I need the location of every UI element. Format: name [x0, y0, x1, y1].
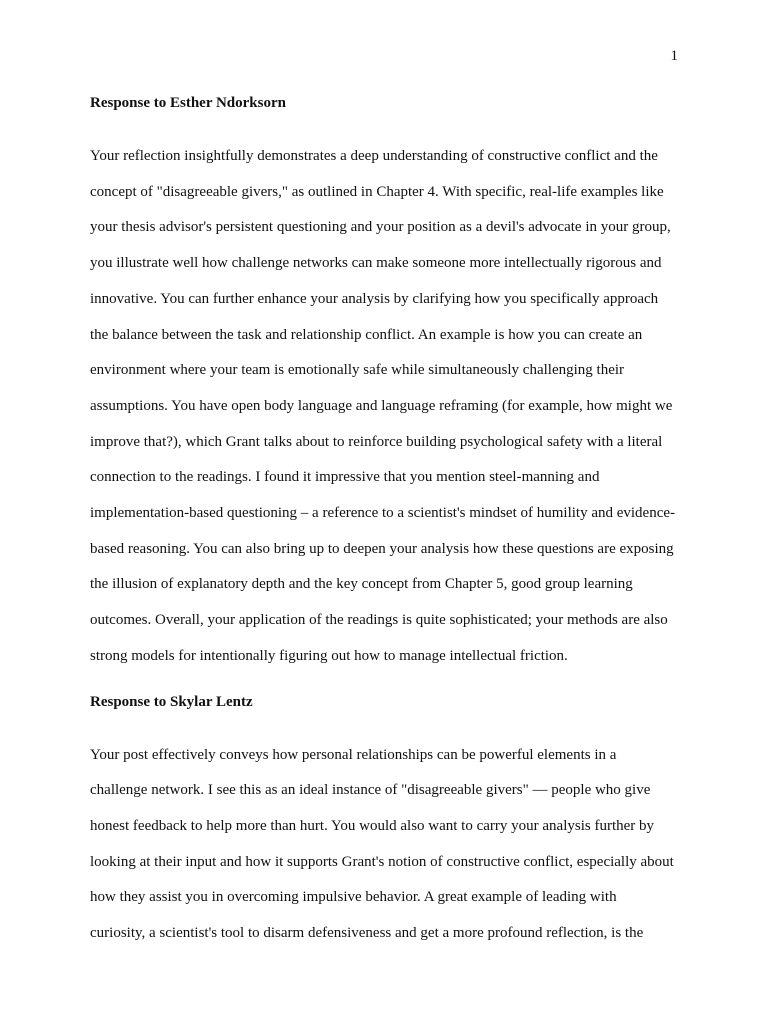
section-heading-skylar: Response to Skylar Lentz: [90, 693, 253, 710]
text-line: improve that?), which Grant talks about to reinforce building psychological safety with a literal: [90, 433, 663, 450]
text-line: the illusion of explanatory depth and the key concept from Chapter 5, good group learning: [90, 576, 633, 593]
text-line: the balance between the task and relationship conflict. An example is how you can create an: [90, 326, 643, 343]
document-body: [90, 93, 686, 969]
text-line: you illustrate well how challenge networks can make someone more intellectually rigorous and: [90, 255, 662, 272]
text-line: honest feedback to help more than hurt. You would also want to carry your analysis further by: [90, 817, 655, 834]
text-line: assumptions. You have open body language and language reframing (for example, how might we: [90, 397, 673, 414]
text-line: looking at their input and how it supports Grant's notion of constructive conflict, especially about: [90, 853, 674, 870]
text-line: your thesis advisor's persistent questioning and your position as a devil's advocate in your group,: [90, 219, 671, 236]
text-line: based reasoning. You can also bring up to deepen your analysis how these questions are exposing: [90, 540, 674, 557]
text-line: Your reflection insightfully demonstrates a deep understanding of constructive conflict and the: [90, 148, 658, 164]
text-line: outcomes. Overall, your application of the readings is quite sophisticated; your methods are also: [90, 612, 668, 629]
section-heading-esther: Response to Esther Ndorksorn: [90, 95, 286, 111]
text-line: innovative. You can further enhance your analysis by clarifying how you specifically approach: [90, 290, 659, 307]
page-number: 1: [670, 48, 678, 64]
text-line: strong models for intentionally figuring out how to manage intellectual friction.: [90, 647, 568, 664]
text-line: how they assist you in overcoming impulsive behavior. A great example of leading with: [90, 889, 617, 906]
text-line: concept of "disagreeable givers," as outlined in Chapter 4. With specific, real-life examples like: [90, 183, 664, 200]
response-paragraph-skylar: [90, 738, 686, 952]
text-line: connection to the readings. I found it impressive that you mention steel-manning and: [90, 469, 600, 486]
response-paragraph-esther: [90, 139, 686, 675]
text-line: challenge network. I see this as an ideal instance of "disagreeable givers" — people who give: [90, 782, 651, 799]
text-line: curiosity, a scientist's tool to disarm defensiveness and get a more profound reflection, is the: [90, 925, 644, 942]
text-line: implementation-based questioning – a reference to a scientist's mindset of humility and evidence-: [90, 505, 676, 522]
text-line: environment where your team is emotionally safe while simultaneously challenging their: [90, 362, 625, 379]
text-line: Your post effectively conveys how personal relationships can be powerful elements in a: [90, 746, 617, 763]
